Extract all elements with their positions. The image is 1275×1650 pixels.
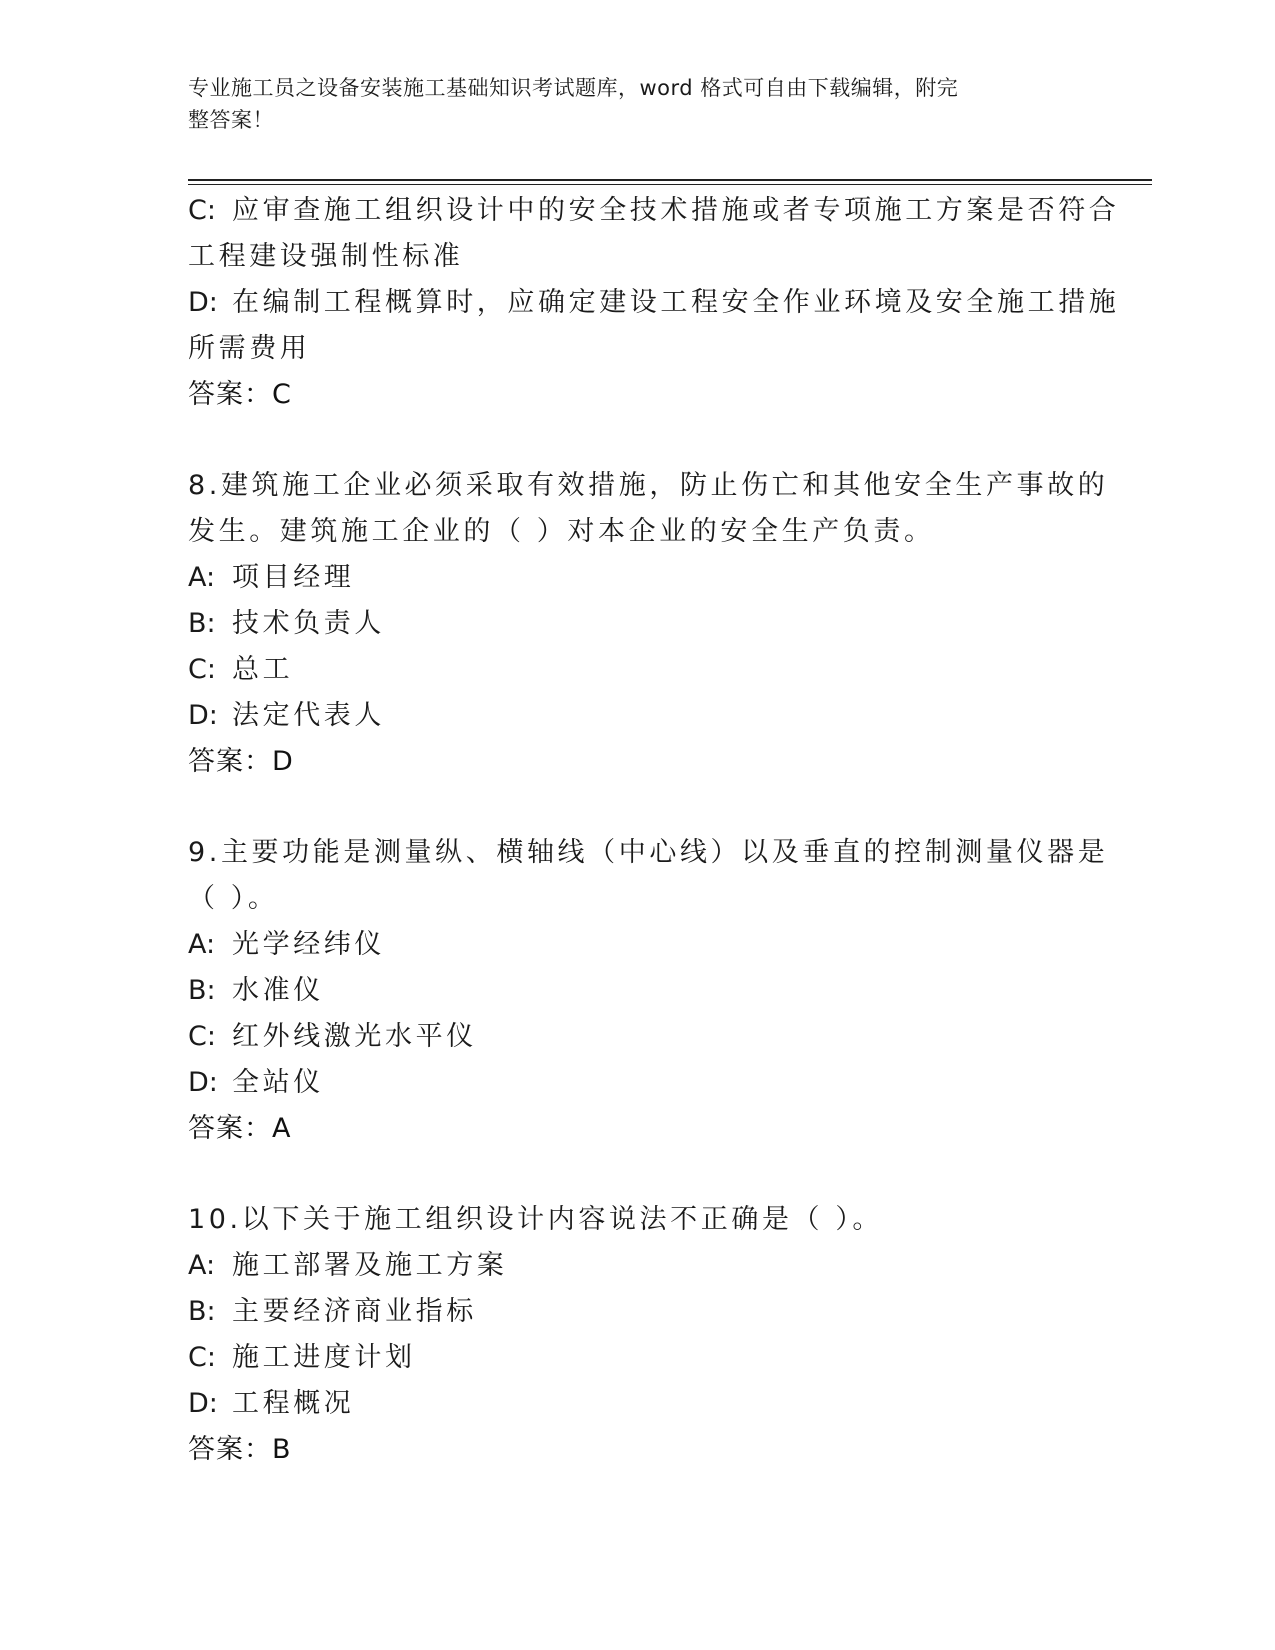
- question-7-continued: [188, 188, 1120, 418]
- option-a: [188, 1243, 1088, 1289]
- option-label: C:: [188, 654, 216, 685]
- option-text: 总工: [232, 654, 294, 685]
- question-stem: 10.以下关于施工组织设计内容说法不正确是（ ）。: [188, 1204, 884, 1235]
- option-text: 红外线激光水平仪: [232, 1021, 477, 1052]
- question-stem: 9.主要功能是测量纵、横轴线（中心线）以及垂直的控制测量仪器是: [188, 837, 1109, 868]
- answer-line: 答案：A: [188, 1113, 292, 1144]
- option-a: [188, 555, 1088, 601]
- question-9: [188, 830, 1109, 1152]
- option-label: B:: [188, 975, 216, 1006]
- option-label: D:: [188, 700, 218, 731]
- option-text: 项目经理: [232, 562, 355, 593]
- option-label: B:: [188, 1296, 216, 1327]
- option-c: [188, 188, 1120, 234]
- header-line-1: 专业施工员之设备安装施工基础知识考试题库，word 格式可自由下载编辑，附完: [188, 76, 959, 100]
- option-label: D:: [188, 1388, 218, 1419]
- option-text: 光学经纬仪: [232, 929, 385, 960]
- option-d: [188, 1381, 1088, 1427]
- option-text: 在编制工程概算时，应确定建设工程安全作业环境及安全施工措施: [232, 287, 1120, 318]
- answer-line: 答案：C: [188, 379, 292, 410]
- option-label: A:: [188, 1250, 216, 1281]
- option-b: [188, 1289, 1088, 1335]
- option-text: 水准仪: [232, 975, 324, 1006]
- option-label: A:: [188, 562, 216, 593]
- question-stem: 8.建筑施工企业必须采取有效措施，防止伤亡和其他安全生产事故的: [188, 470, 1109, 501]
- option-d: [188, 693, 1088, 739]
- option-text: 施工进度计划: [232, 1342, 416, 1373]
- option-label: C:: [188, 1342, 216, 1373]
- option-label: A:: [188, 929, 216, 960]
- option-text: 主要经济商业指标: [232, 1296, 477, 1327]
- option-text: 应审查施工组织设计中的安全技术措施或者专项施工方案是否符合: [232, 195, 1120, 226]
- answer-line: 答案：B: [188, 1434, 292, 1465]
- option-c: [188, 1014, 1088, 1060]
- option-d-continued: 所需费用: [188, 333, 311, 364]
- option-label: D:: [188, 1067, 218, 1098]
- option-c: [188, 1335, 1088, 1381]
- option-d: [188, 1060, 1088, 1106]
- question-stem-continued: 发生。建筑施工企业的（ ）对本企业的安全生产负责。: [188, 516, 935, 547]
- header-line-2: 整答案！: [188, 108, 274, 132]
- option-label: D:: [188, 287, 218, 318]
- answer-line: 答案：D: [188, 746, 294, 777]
- option-text: 法定代表人: [232, 700, 385, 731]
- question-list: [188, 188, 1120, 1473]
- question-8: [188, 463, 1109, 785]
- option-b: [188, 968, 1088, 1014]
- option-d: [188, 280, 1120, 326]
- header-divider-thin: [188, 184, 1152, 185]
- option-c: [188, 647, 1088, 693]
- option-label: B:: [188, 608, 216, 639]
- question-stem-continued: （ ）。: [188, 883, 279, 914]
- option-text: 施工部署及施工方案: [232, 1250, 508, 1281]
- header-divider-thick: [188, 179, 1152, 181]
- option-label: C:: [188, 195, 216, 226]
- option-c-continued: 工程建设强制性标准: [188, 241, 464, 272]
- option-label: C:: [188, 1021, 216, 1052]
- document-header: [188, 72, 1068, 136]
- option-text: 全站仪: [232, 1067, 324, 1098]
- option-text: 技术负责人: [232, 608, 385, 639]
- option-text: 工程概况: [232, 1388, 355, 1419]
- question-10: [188, 1197, 1088, 1473]
- option-b: [188, 601, 1088, 647]
- option-a: [188, 922, 1088, 968]
